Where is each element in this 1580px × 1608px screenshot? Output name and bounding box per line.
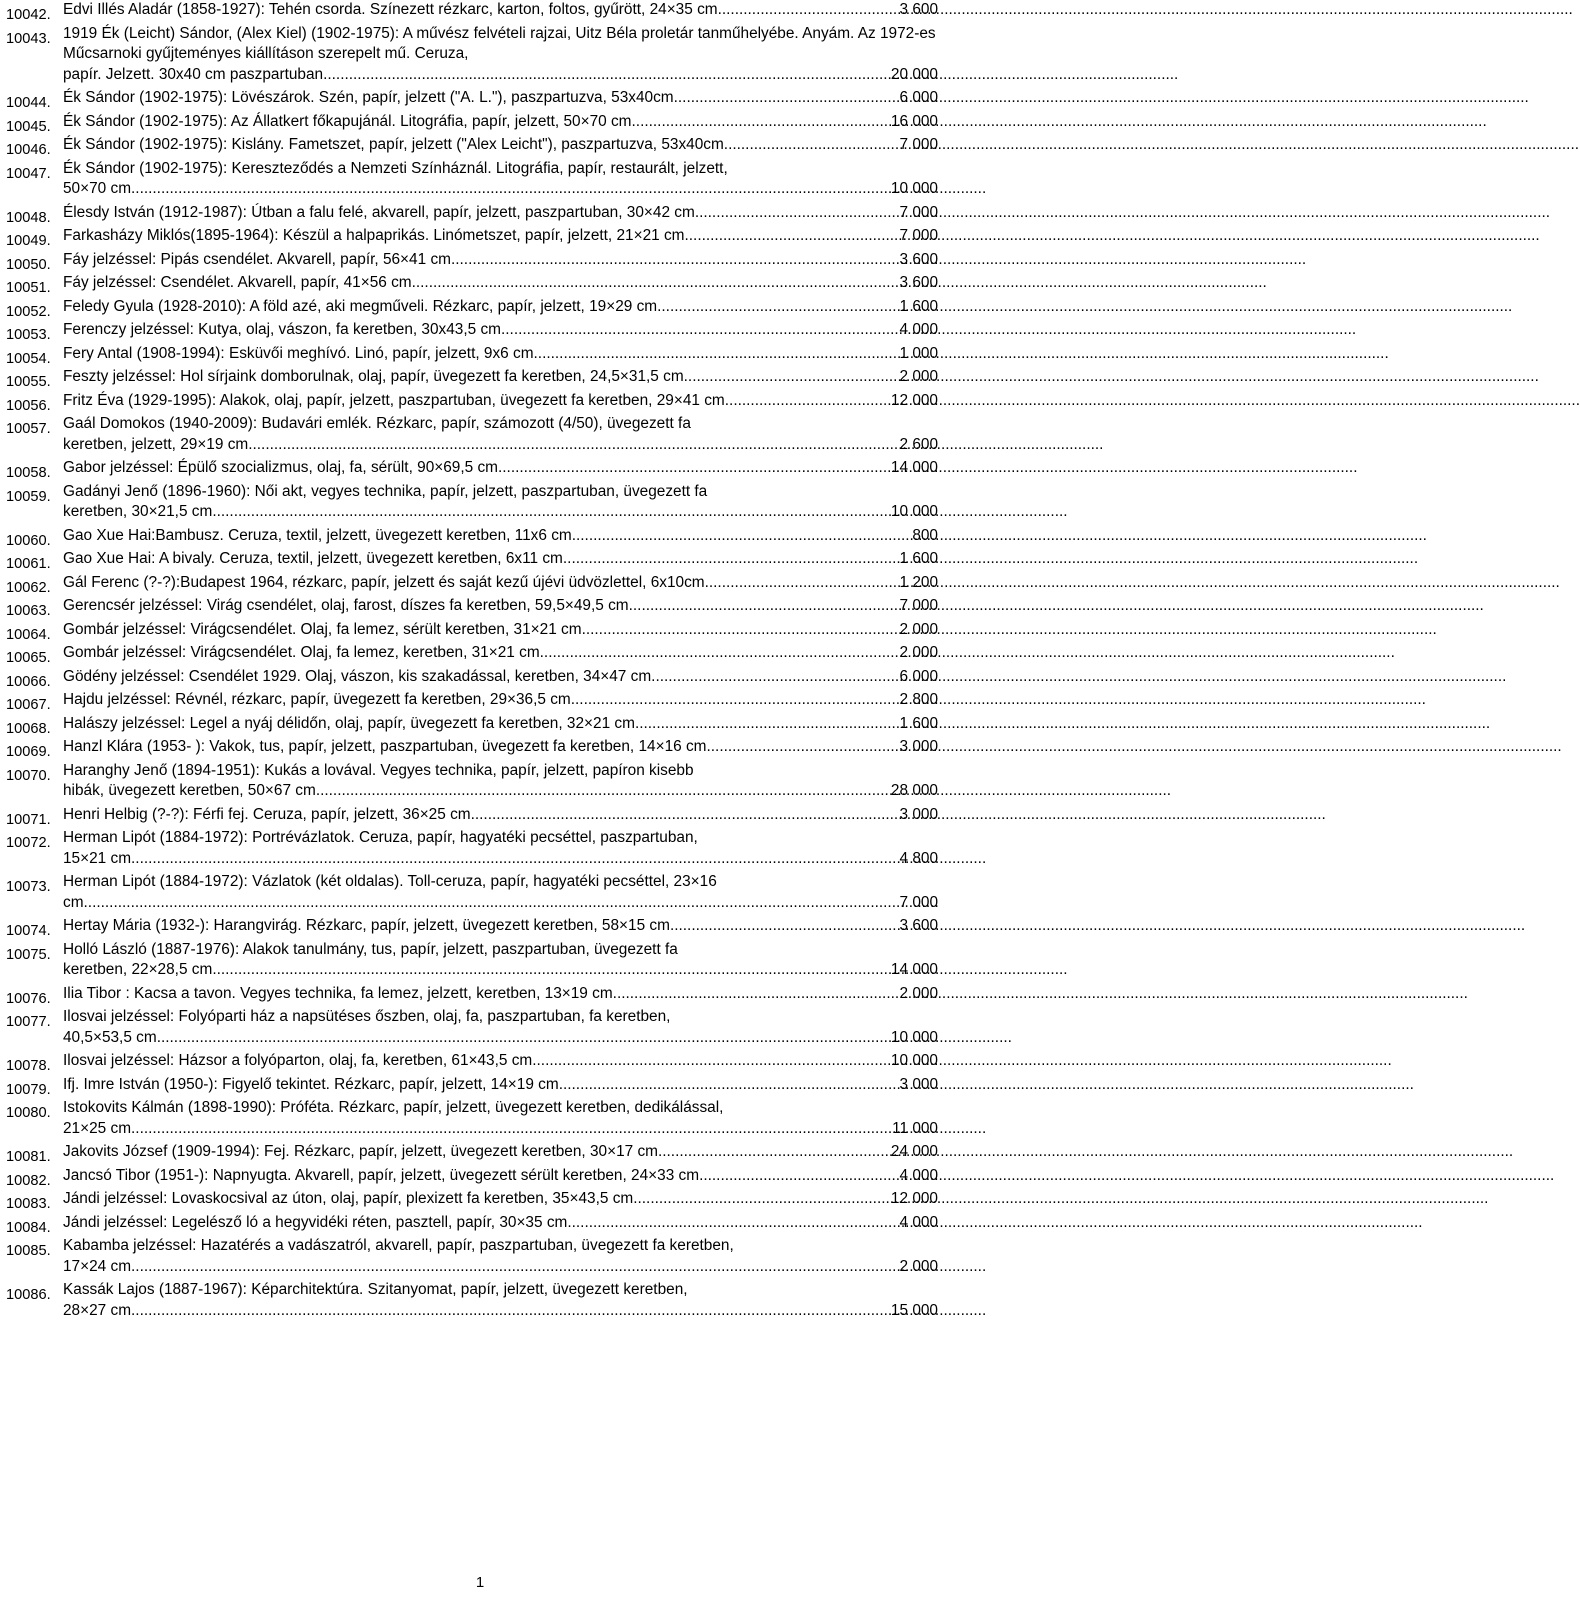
catalog-entry — [6, 320, 938, 341]
starting-price: 6 000 — [899, 667, 938, 685]
item-description-end: Élesdy István (1912-1987): Útban a falu felé, akvarell, papír, jelzett, paszpartuban, 30×42 cm — [63, 203, 695, 221]
catalog-entry — [6, 1236, 938, 1277]
description-last-line — [63, 1213, 938, 1234]
item-description-end: Jándi jelzéssel: Lovaskocsival az úton, olaj, papír, plexizett fa keretben, 35×43,5 cm — [63, 1190, 634, 1207]
item-description-end: 40,5×53,5 cm — [63, 1028, 157, 1046]
starting-price: 1 600 — [899, 297, 938, 315]
catalog-entry — [6, 482, 938, 523]
starting-price: 800 — [912, 526, 938, 544]
starting-price: 1 200 — [899, 573, 938, 591]
description-last-line — [63, 502, 938, 523]
catalog-entry — [6, 24, 938, 86]
dot-leader — [635, 714, 900, 735]
description-last-line — [63, 1142, 938, 1163]
lot-number: 10070. — [6, 767, 51, 784]
catalog-entry — [6, 112, 938, 133]
catalog-entry — [6, 1280, 938, 1321]
lot-number: 10078. — [6, 1058, 51, 1074]
description-last-line — [63, 805, 938, 826]
item-description-end: Gabor jelzéssel: Épülő szocializmus, olaj, fa, sérült, 90×69,5 cm. — [63, 459, 503, 476]
item-description-end: Fáy jelzéssel: Csendélet. Akvarell, papír, 41×56 cm — [63, 274, 412, 291]
description-last-line — [63, 0, 938, 21]
item-description-end: 21×25 cm — [63, 1119, 132, 1137]
item-description: Kabamba jelzéssel: Hazatérés a vadászatról, akvarell, papír, paszpartuban, üvegezett fa keretben, — [63, 1237, 734, 1254]
starting-price: 7 000 — [899, 203, 938, 221]
lot-number: 10062. — [6, 579, 51, 596]
catalog-entry — [6, 226, 938, 247]
lot-number: 10075. — [6, 946, 51, 963]
starting-price: 3 600 — [899, 1, 938, 18]
catalog-list — [6, 0, 938, 1321]
item-description-end: Ilosvai jelzéssel: Házsor a folyóparton, olaj, fa, keretben, 61×43,5 cm. — [63, 1052, 537, 1069]
lot-number: 10081. — [6, 1149, 51, 1165]
lot-number: 10056. — [6, 397, 51, 414]
item-description: Kassák Lajos (1887-1967): Képarchitektúra. Szitanyomat, papír, jelzett, üvegezett keretben, — [63, 1281, 688, 1298]
item-description: Ék Sándor (1902-1975): Kereszteződés a Nemzeti Színháznál. Litográfia, papír, restaurált, jelzett, — [63, 159, 728, 177]
lot-number: 10046. — [6, 142, 51, 158]
lot-number: 10055. — [6, 374, 51, 390]
lot-number: 10059. — [6, 488, 51, 505]
dot-leader — [157, 1028, 891, 1049]
item-description-end: 28×27 cm — [63, 1301, 132, 1319]
item-description-end: Ék Sándor (1902-1975): Az Állatkert főkapujánál. Litográfia, papír, jelzett, 50×70 cm — [63, 112, 632, 130]
dot-leader — [131, 849, 899, 870]
description-last-line — [63, 367, 938, 388]
dot-leader — [724, 135, 900, 156]
item-description: 1919 Ék (Leicht) Sándor, (Alex Kiel) (1902-1975): A művész felvételi rajzai, Uitz Béla proletár tanműhelyébe. Anyám. Az 1972-es Műcsarnoki gyűjteményes kiállításon szerepelt mű. Ceruza, — [63, 24, 936, 62]
lot-number: 10086. — [6, 1287, 51, 1303]
catalog-entry — [6, 643, 938, 664]
item-description: Herman Lipót (1884-1972): Portrévázlatok. Ceruza, papír, hagyatéki pecséttel, paszpartuban, — [63, 829, 698, 846]
lot-number: 10054. — [6, 350, 51, 367]
starting-price: 1 000 — [899, 344, 938, 362]
dot-leader — [657, 297, 899, 318]
dot-leader — [705, 573, 900, 594]
description-last-line — [63, 1051, 938, 1072]
description-last-line — [63, 549, 938, 570]
catalog-entry — [6, 737, 938, 758]
lot-number: 10067. — [6, 697, 51, 713]
lot-number: 10083. — [6, 1196, 51, 1212]
item-description-end: Hertay Mária (1932-): Harangvirág. Rézkarc, papír, jelzett, üvegezett keretben, 58×15 cm — [63, 917, 670, 934]
lot-number: 10084. — [6, 1219, 51, 1236]
dot-leader — [131, 1301, 891, 1322]
catalog-entry — [6, 984, 938, 1005]
catalog-entry — [6, 667, 938, 688]
starting-price: 1 600 — [899, 550, 938, 567]
starting-price: 4 000 — [899, 321, 938, 338]
item-description: Istokovits Kálmán (1898-1990): Próféta. Rézkarc, papír, jelzett, üvegezett keretben, dedikálással, — [63, 1099, 724, 1116]
starting-price: 4 000 — [899, 1213, 938, 1231]
catalog-entry — [6, 573, 938, 594]
description-last-line — [63, 1075, 938, 1096]
lot-number: 10074. — [6, 923, 51, 939]
item-description: Haranghy Jenő (1894-1951): Kukás a lovával. Vegyes technika, papír, jelzett, papíron kisebb — [63, 761, 694, 779]
catalog-entry — [6, 0, 938, 21]
dot-leader — [684, 367, 900, 388]
catalog-entry — [6, 596, 938, 617]
dot-leader — [248, 435, 899, 456]
description-last-line — [63, 916, 938, 937]
description-last-line — [63, 320, 938, 341]
description-last-line — [63, 643, 938, 664]
lot-number: 10071. — [6, 811, 51, 828]
description-last-line — [63, 88, 938, 109]
description-last-line — [63, 435, 938, 456]
lot-number: 10072. — [6, 835, 51, 851]
description-last-line — [63, 620, 938, 641]
starting-price: 1 600 — [899, 714, 938, 732]
description-last-line — [63, 112, 938, 133]
lot-number: 10053. — [6, 327, 51, 343]
item-description-end: Gödény jelzéssel: Csendélet 1929. Olaj, vászon, kis szakadással, keretben, 34×47 cm — [63, 667, 652, 685]
dot-leader — [572, 526, 913, 547]
item-description-end: cm — [63, 893, 84, 911]
catalog-entry — [6, 414, 938, 455]
description-last-line — [63, 273, 938, 294]
description-last-line — [63, 984, 938, 1005]
lot-number: 10076. — [6, 990, 51, 1007]
lot-number: 10060. — [6, 532, 51, 549]
dot-leader — [84, 893, 900, 914]
starting-price: 3 000 — [899, 805, 938, 823]
item-description-end: Hanzl Klára (1953- ): Vakok, tus, papír, jelzett, paszpartuban, üvegezett fa keretben, 14×16 cm — [63, 738, 707, 755]
catalog-entry — [6, 1189, 938, 1210]
item-description-end: 50×70 cm — [63, 180, 132, 197]
catalog-entry — [6, 526, 938, 547]
description-last-line — [63, 690, 938, 711]
dot-leader — [613, 984, 900, 1005]
description-last-line — [63, 1166, 938, 1187]
catalog-entry — [6, 1075, 938, 1096]
dot-leader — [707, 737, 900, 758]
item-description: Herman Lipót (1884-1972): Vázlatok (két oldalas). Toll-ceruza, papír, hagyatéki pecséttel, 23×16 — [63, 873, 717, 890]
item-description-end: Gombár jelzéssel: Virágcsendélet. Olaj, fa lemez, sérült keretben, 31×21 cm — [63, 620, 582, 638]
item-description-end: Ifj. Imre István (1950-): Figyelő tekintet. Rézkarc, papír, jelzett, 14×19 cm — [63, 1075, 559, 1093]
dot-leader — [471, 805, 900, 826]
lot-number: 10044. — [6, 95, 51, 111]
item-description-end: Jakovits József (1909-1994): Fej. Rézkarc, papír, jelzett, üvegezett keretben, 30×17 cm — [63, 1143, 658, 1160]
dot-leader — [451, 250, 900, 271]
starting-price: 10 000 — [890, 1052, 938, 1069]
starting-price: 10 000 — [890, 503, 938, 520]
item-description-end: hibák, üvegezett keretben, 50×67 cm — [63, 782, 316, 799]
dot-leader — [212, 502, 891, 523]
dot-leader — [632, 112, 891, 133]
starting-price: 4 000 — [899, 1166, 938, 1184]
starting-price: 7 000 — [899, 227, 938, 244]
lot-number: 10080. — [6, 1105, 51, 1121]
description-last-line — [63, 526, 938, 547]
item-description-end: Ferenczy jelzéssel: Kutya, olaj, vászon, fa keretben, 30x43,5 cm — [63, 321, 501, 338]
lot-number: 10042. — [6, 7, 51, 23]
dot-leader — [718, 0, 900, 21]
dot-leader — [725, 391, 891, 412]
item-description-end: Jancsó Tibor (1951-): Napnyugta. Akvarell, papír, jelzett, üvegezett sérült keretben, 24×33 cm — [63, 1166, 700, 1184]
dot-leader — [658, 1142, 891, 1163]
catalog-entry — [6, 761, 938, 802]
catalog-entry — [6, 1142, 938, 1163]
description-last-line — [63, 667, 938, 688]
starting-price: 7 000 — [899, 893, 938, 911]
starting-price: 14 000 — [890, 961, 938, 978]
item-description-end: keretben, jelzett, 29×19 cm — [63, 435, 249, 453]
dot-leader — [629, 596, 900, 617]
item-description-end: Gao Xue Hai: A bivaly. Ceruza, textil, jelzett, üvegezett keretben, 6x11 cm — [63, 550, 563, 567]
catalog-entry — [6, 916, 938, 937]
catalog-entry — [6, 88, 938, 109]
item-description-end: Feledy Gyula (1928-2010): A föld azé, aki megműveli. Rézkarc, papír, jelzett, 19×29 cm — [63, 297, 658, 315]
catalog-entry — [6, 1213, 938, 1234]
dot-leader — [559, 1075, 900, 1096]
dot-leader — [670, 916, 900, 937]
catalog-entry — [6, 872, 938, 913]
dot-leader — [699, 1166, 899, 1187]
description-last-line — [63, 1301, 938, 1322]
dot-leader — [563, 549, 900, 570]
lot-number: 10068. — [6, 720, 51, 737]
lot-number: 10064. — [6, 626, 51, 643]
description-last-line — [63, 135, 938, 156]
starting-price: 2 600 — [899, 435, 938, 453]
item-description: Holló László (1887-1976): Alakok tanulmány, tus, papír, jelzett, paszpartuban, üvegezett fa — [63, 940, 678, 958]
item-description-end: keretben, 30×21,5 cm — [63, 503, 213, 520]
description-last-line — [63, 203, 938, 224]
item-description-end: Ilia Tibor : Kacsa a tavon. Vegyes technika, fa lemez, jelzett, keretben, 13×19 cm — [63, 984, 613, 1002]
item-description-end: Hajdu jelzéssel: Révnél, rézkarc, papír, üvegezett fa keretben, 29×36,5 cm — [63, 691, 571, 708]
starting-price: 3 600 — [899, 250, 938, 268]
item-description-end: Edvi Illés Aladár (1858-1927): Tehén csorda. Színezett rézkarc, karton, foltos, gyűrött, 24×35 cm — [63, 1, 718, 18]
description-last-line — [63, 573, 938, 594]
description-last-line — [63, 596, 938, 617]
description-last-line — [63, 226, 938, 247]
description-last-line — [63, 65, 938, 86]
description-last-line — [63, 458, 938, 479]
starting-price: 2 000 — [899, 368, 938, 385]
description-last-line — [63, 391, 938, 412]
description-last-line — [63, 737, 938, 758]
catalog-entry — [6, 367, 938, 388]
starting-price: 10 000 — [890, 1028, 938, 1046]
catalog-entry — [6, 135, 938, 156]
starting-price: 28 000 — [890, 782, 938, 799]
lot-number: 10057. — [6, 421, 51, 437]
starting-price: 3 000 — [899, 738, 938, 755]
item-description: Gaál Domokos (1940-2009): Budavári emlék. Rézkarc, papír, számozott (4/50), üvegezett fa — [63, 415, 691, 432]
catalog-entry — [6, 940, 938, 981]
description-last-line — [63, 250, 938, 271]
catalog-entry — [6, 159, 938, 200]
dot-leader — [131, 1119, 892, 1140]
dot-leader — [695, 203, 900, 224]
starting-price: 3 600 — [899, 274, 938, 291]
item-description-end: papír. Jelzett. 30x40 cm paszpartuban — [63, 65, 324, 83]
item-description-end: Henri Helbig (?-?): Férfi fej. Ceruza, papír, jelzett, 36×25 cm — [63, 805, 471, 823]
starting-price: 16 000 — [890, 112, 938, 130]
item-description-end: Gombár jelzéssel: Virágcsendélet. Olaj, fa lemez, keretben, 31×21 cm — [63, 644, 540, 661]
description-last-line — [63, 344, 938, 365]
dot-leader — [501, 320, 899, 341]
starting-price: 7 000 — [899, 136, 938, 153]
starting-price: 6 000 — [899, 89, 938, 106]
item-description-end: 17×24 cm — [63, 1257, 132, 1275]
lot-number: 10049. — [6, 233, 51, 249]
item-description-end: Ék Sándor (1902-1975): Lövészárok. Szén, papír, jelzett ("A. L."), paszpartuzva, 53x40cm — [63, 89, 674, 106]
page-number: 1 — [475, 1574, 485, 1591]
catalog-entry — [6, 1166, 938, 1187]
item-description-end: Gál Ferenc (?-?):Budapest 1964, rézkarc, papír, jelzett és saját kezű újévi üdvözlettel, 6x10cm — [63, 573, 705, 591]
item-description-end: Feszty jelzéssel: Hol sírjaink domborulnak, olaj, papír, üvegezett fa keretben, 24,5×31,5 cm — [63, 368, 684, 385]
item-description-end: 15×21 cm — [63, 849, 132, 867]
dot-leader — [323, 65, 891, 86]
description-last-line — [63, 179, 938, 200]
catalog-entry — [6, 250, 938, 271]
starting-price: 2 000 — [899, 984, 938, 1002]
dot-leader — [316, 781, 891, 802]
catalog-entry — [6, 1051, 938, 1072]
item-description-end: keretben, 22×28,5 cm — [63, 961, 213, 978]
starting-price: 24 000 — [890, 1143, 938, 1160]
catalog-entry — [6, 273, 938, 294]
lot-number: 10058. — [6, 465, 51, 481]
lot-number: 10069. — [6, 744, 51, 760]
lot-number: 10063. — [6, 603, 51, 619]
dot-leader — [633, 1189, 891, 1210]
item-description-end: Fáy jelzéssel: Pipás csendélet. Akvarell, papír, 56×41 cm — [63, 250, 451, 268]
dot-leader — [674, 88, 900, 109]
lot-number: 10079. — [6, 1081, 51, 1098]
item-description-end: Ék Sándor (1902-1975): Kislány. Fametszet, papír, jelzett ("Alex Leicht"), paszpartuzva, 53x40cm — [63, 136, 724, 153]
item-description-end: Jándi jelzéssel: Legelésző ló a hegyvidéki réten, pasztell, papír, 30×35 cm — [63, 1213, 568, 1231]
item-description-end: Gao Xue Hai:Bambusz. Ceruza, textil, jelzett, üvegezett keretben, 11x6 cm — [63, 526, 572, 544]
item-description-end: Fritz Éva (1929-1995): Alakok, olaj, papír, jelzett, paszpartuban, üvegezett fa keretben, 29×41 cm — [63, 391, 725, 409]
catalog-entry — [6, 1007, 938, 1048]
starting-price: 2 000 — [899, 1257, 938, 1275]
catalog-entry — [6, 297, 938, 318]
catalog-entry — [6, 805, 938, 826]
starting-price: 10 000 — [890, 180, 938, 197]
lot-number: 10045. — [6, 118, 51, 135]
catalog-entry — [6, 203, 938, 224]
dot-leader — [212, 960, 891, 981]
catalog-entry — [6, 549, 938, 570]
lot-number: 10077. — [6, 1014, 51, 1030]
description-last-line — [63, 1189, 938, 1210]
starting-price: 11 000 — [892, 1119, 938, 1137]
lot-number: 10050. — [6, 256, 51, 273]
description-last-line — [63, 1028, 938, 1049]
catalog-entry — [6, 344, 938, 365]
dot-leader — [540, 643, 900, 664]
item-description-end: Gerencsér jelzéssel: Virág csendélet, olaj, farost, díszes fa keretben, 59,5×49,5 cm — [63, 597, 629, 614]
description-last-line — [63, 714, 938, 735]
starting-price: 15 000 — [890, 1301, 938, 1319]
lot-number: 10085. — [6, 1243, 51, 1259]
starting-price: 2 000 — [899, 644, 938, 661]
dot-leader — [567, 1213, 899, 1234]
starting-price: 20 000 — [890, 65, 938, 83]
description-last-line — [63, 960, 938, 981]
dot-leader — [534, 344, 900, 365]
catalog-entry — [6, 620, 938, 641]
starting-price: 7 000 — [899, 597, 938, 614]
lot-number: 10043. — [6, 30, 51, 47]
starting-price: 14 000 — [890, 459, 938, 476]
dot-leader — [131, 179, 891, 200]
lot-number: 10048. — [6, 209, 51, 226]
catalog-entry — [6, 828, 938, 869]
lot-number: 10082. — [6, 1172, 51, 1189]
starting-price: 3 600 — [899, 917, 938, 934]
lot-number: 10066. — [6, 673, 51, 690]
dot-leader — [502, 458, 891, 479]
dot-leader — [571, 690, 900, 711]
lot-number: 10073. — [6, 879, 51, 895]
starting-price: 12 000 — [890, 391, 938, 409]
item-description: Gadányi Jenő (1896-1960): Női akt, vegyes technika, papír, jelzett, paszpartuban, üvegezett fa — [63, 482, 708, 500]
item-description: Ilosvai jelzéssel: Folyóparti ház a napsütéses őszben, olaj, fa, paszpartuban, fa keretben, — [63, 1008, 671, 1025]
dot-leader — [412, 273, 900, 294]
dot-leader — [582, 620, 900, 641]
lot-number: 10052. — [6, 303, 51, 320]
starting-price: 2 000 — [899, 620, 938, 638]
description-last-line — [63, 781, 938, 802]
item-description-end: Halászy jelzéssel: Legel a nyáj délidőn, olaj, papír, üvegezett fa keretben, 32×21 cm — [63, 714, 635, 732]
item-description-end: Farkasházy Miklós(1895-1964): Készül a halpaprikás. Linómetszet, papír, jelzett, 21×21 cm — [63, 227, 685, 244]
lot-number: 10047. — [6, 165, 51, 182]
dot-leader — [651, 667, 899, 688]
starting-price: 12 000 — [890, 1190, 938, 1207]
catalog-entry — [6, 1098, 938, 1139]
lot-number: 10061. — [6, 556, 51, 572]
dot-leader — [685, 226, 900, 247]
item-description-end: Fery Antal (1908-1994): Esküvői meghívó. Linó, papír, jelzett, 9x6 cm — [63, 344, 534, 362]
catalog-entry — [6, 714, 938, 735]
description-last-line — [63, 849, 938, 870]
description-last-line — [63, 297, 938, 318]
dot-leader — [537, 1051, 891, 1072]
description-last-line — [63, 893, 938, 914]
catalog-entry — [6, 690, 938, 711]
starting-price: 3 000 — [899, 1075, 938, 1093]
description-last-line — [63, 1257, 938, 1278]
catalog-entry — [6, 391, 938, 412]
dot-leader — [131, 1257, 899, 1278]
starting-price: 4 800 — [899, 849, 938, 867]
lot-number: 10051. — [6, 280, 51, 296]
description-last-line — [63, 1119, 938, 1140]
catalog-entry — [6, 458, 938, 479]
lot-number: 10065. — [6, 650, 51, 666]
starting-price: 2 800 — [899, 691, 938, 708]
